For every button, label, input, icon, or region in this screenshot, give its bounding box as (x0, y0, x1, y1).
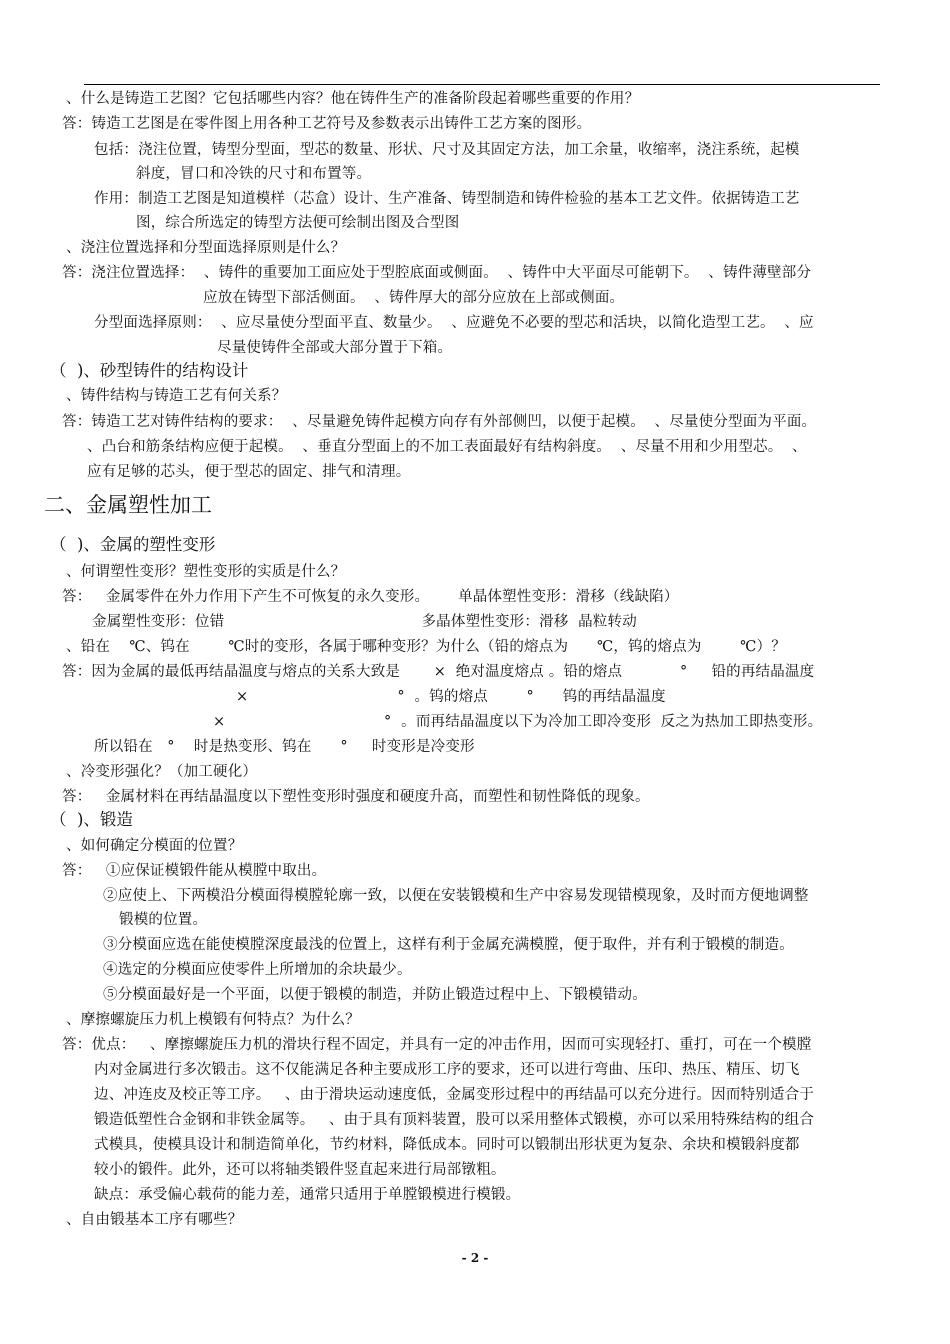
text-line: 答：因为金属的最低再结晶温度与熔点的关系大致是 × 绝对温度熔点 。铅的熔点 ° 铅的再结晶温度 (62, 664, 815, 680)
text-line: 、凸台和筋条结构应便于起模。 、垂直分型面上的不加工表面最好有结构斜度。 、尽量不用和少用型芯。 、 (87, 439, 807, 455)
text-line: 、何谓塑性变形？塑性变形的实质是什么？ (66, 564, 346, 580)
text-line: 答：铸造工艺对铸件结构的要求： 、尽量避免铸件起模方向存有外部侧凹，以便于起模。 、尽量使分型面为平面。 (62, 414, 817, 430)
subsection-heading: （ )、砂型铸件的结构设计 (50, 361, 249, 380)
text-line: × ° 。而再结晶温度以下为冷加工即冷变形 反之为热加工即热变形。 (213, 714, 823, 730)
text-line: 答：浇注位置选择： 、铸件的重要加工面应处于型腔底面或侧面。 、铸件中大平面尽可能朝下。 、铸件薄壁部分 (62, 265, 812, 281)
text-line: ②应使上、下两模沿分模面得模膛轮廓一致，以便在安装锻模和生产中容易发现错模现象，及时而方便地调整 (103, 888, 809, 904)
text-line: 应有足够的芯头，便于型芯的固定、排气和清理。 (87, 464, 411, 480)
text-line: 内对金属进行多次锻击。这不仅能满足各种主要成形工序的要求，还可以进行弯曲、压印、热压、精压、切飞 (94, 1062, 800, 1078)
text-line: ③分模面应选在能使模膛深度最浅的位置上，这样有利于金属充满模膛，便于取件，并有利于锻模的制造。 (103, 937, 794, 953)
text-line: ④选定的分模面应使零件上所增加的余块最少。 (103, 962, 412, 978)
text-line: 尽量使铸件全部或大部分置于下箱。 (217, 340, 453, 356)
text-line: 应放在铸型下部活侧面。 、铸件厚大的部分应放在上部或侧面。 (203, 290, 625, 306)
text-line: 、摩擦螺旋压力机上模锻有何特点？为什么？ (66, 1012, 360, 1028)
header-rule (84, 84, 880, 85)
text-line: 、自由锻基本工序有哪些？ (66, 1212, 243, 1228)
text-line: ⑤分模面最好是一个平面，以便于锻模的制造，并防止锻造过程中上、下锻模错动。 (103, 987, 647, 1003)
text-line: 所以铅在 ° 时是热变形、钨在 ° 时变形是冷变形 (94, 739, 475, 755)
text-line: 答： ①应保证模锻件能从模膛中取出。 (62, 863, 327, 879)
text-line: 包括：浇注位置，铸型分型面，型芯的数量、形状、尺寸及其固定方法，加工余量，收缩率，浇注系统，起模 (94, 142, 800, 158)
text-line: 、如何确定分模面的位置？ (66, 838, 243, 854)
text-line: 分型面选择原则： 、应尽量使分型面平直、数量少。 、应避免不必要的型芯和活块，以简化造型工艺。 、应 (94, 315, 814, 331)
text-line: 图，综合所选定的铸型方法便可绘制出图及合型图 (136, 215, 460, 231)
text-line: 答： 金属零件在外力作用下产生不可恢复的永久变形。 单晶体塑性变形：滑移（线缺陷） (62, 589, 679, 605)
text-line: 答：优点： 、摩擦螺旋压力机的滑块行程不固定，并具有一定的冲击作用，因而可实现轻打、重打，可在一个模膛 (62, 1037, 812, 1053)
section-heading: 二、金属塑性加工 (44, 493, 212, 517)
text-line: 锻模的位置。 (119, 912, 208, 928)
text-line: 式模具，使模具设计和制造简单化，节约材料，降低成本。同时可以锻制出形状更为复杂、余块和模锻斜度都 (94, 1137, 800, 1153)
text-line: 、铅在 ℃、钨在 ℃时的变形，各属于哪种变形？为什么（铅的熔点为 ℃，钨的熔点为 ℃）？ (66, 639, 786, 655)
text-line: 、冷变形强化？（加工硬化） (66, 764, 258, 780)
text-line: 作用：制造工艺图是知道模样（芯盒）设计、生产准备、铸型制造和铸件检验的基本工艺文件。依据铸造工艺 (94, 191, 800, 207)
text-line: 边、冲连皮及校正等工序。 、由于滑块运动速度低，金属变形过程中的再结晶可以充分进行。因而特别适合于 (94, 1087, 815, 1103)
text-line: 金属塑性变形：位错 多晶体塑性变形：滑移 晶粒转动 (92, 614, 637, 630)
text-line: 斜度，冒口和冷铁的尺寸和布置等。 (136, 166, 372, 182)
subsection-heading: （ )、锻造 (50, 810, 133, 829)
page-number: - 2 - (461, 1251, 489, 1265)
subsection-heading: （ )、金属的塑性变形 (50, 535, 216, 554)
text-line: 较小的锻件。此外，还可以将轴类锻件竖直起来进行局部镦粗。 (94, 1162, 506, 1178)
text-line: 、什么是铸造工艺图？它包括哪些内容？他在铸件生产的准备阶段起着哪些重要的作用？ (66, 91, 640, 107)
text-line: × ° 。钨的熔点 ° 钨的再结晶温度 (236, 689, 666, 705)
text-line: 锻造低塑性合金钢和非铁金属等。 、由于具有顶料装置，股可以采用整体式锻模，亦可以采用特殊结构的组合 (94, 1112, 815, 1128)
text-line: 、铸件结构与铸造工艺有何关系？ (66, 388, 287, 404)
text-line: 、浇注位置选择和分型面选择原则是什么？ (66, 240, 346, 256)
text-line: 缺点：承受偏心载荷的能力差，通常只适用于单膛锻模进行模锻。 (94, 1187, 521, 1203)
text-line: 答： 金属材料在再结晶温度以下塑性变形时强度和硬度升高，而塑性和韧性降低的现象。 (62, 789, 650, 805)
text-line: 答：铸造工艺图是在零件图上用各种工艺符号及参数表示出铸件工艺方案的图形。 (62, 116, 592, 132)
